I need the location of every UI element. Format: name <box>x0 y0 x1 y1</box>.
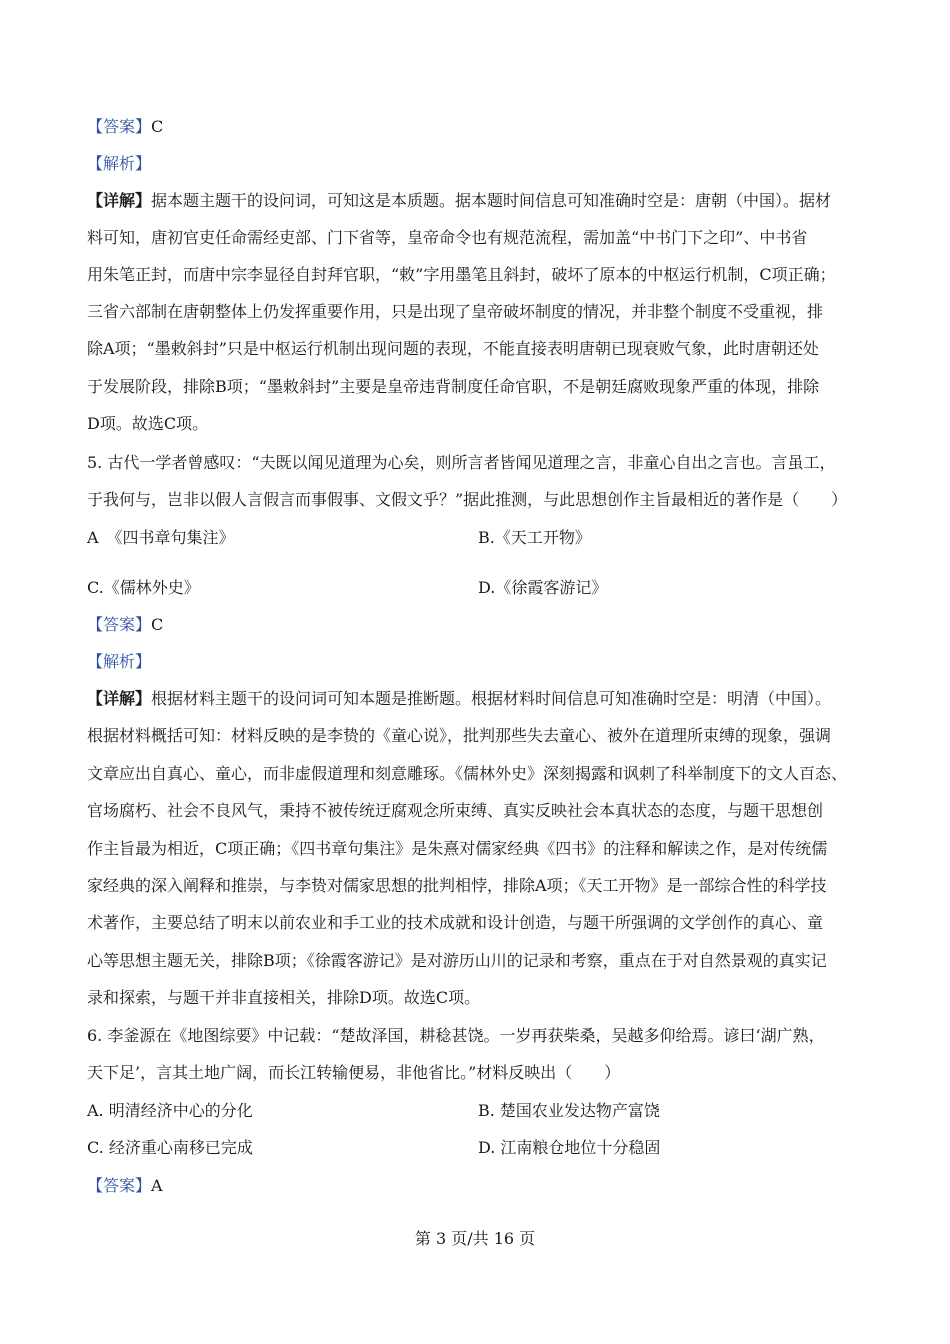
q4-analysis-tag: 【解析】 <box>87 154 152 173</box>
q6-stem-line: 天下足’，言其土地广阔，而长江转输便易，非他省比。”材料反映出（ ） <box>87 1063 621 1082</box>
answer-value: A <box>151 1176 163 1195</box>
q4-detail-line: 除A项；“墨敕斜封”只是中枢运行机制出现问题的表现，不能直接表明唐朝已现衰败气象，此时唐朝还处 <box>87 339 819 358</box>
q5-stem-line: 于我何与，岂非以假人言假言而事假事、文假文乎？”据此推测，与此思想创作主旨最相近的著作是（ ） <box>87 490 848 509</box>
q5-detail-line: 录和探索，与题干并非直接相关，排除D项。故选C项。 <box>87 988 481 1007</box>
q5-option-d: D.《徐霞客游记》 <box>478 578 608 597</box>
q4-detail-line: D项。故选C项。 <box>87 414 209 433</box>
q5-analysis-tag: 【解析】 <box>87 652 152 671</box>
detail-tag: 【详解】 <box>87 689 152 708</box>
q5-detail-line: 文章应出自真心、童心，而非虚假道理和刻意雕琢。《儒林外史》深刻揭露和讽刺了科举制度下的文人百态、 <box>87 764 848 783</box>
answer-tag: 【答案】 <box>87 1176 152 1195</box>
answer-tag: 【答案】 <box>87 117 152 136</box>
detail-tag: 【详解】 <box>87 191 152 210</box>
q5-option-a: A 《四书章句集注》 <box>87 528 235 547</box>
q4-detail-line: 【详解】据本题主题干的设问词，可知这是本质题。据本题时间信息可知准确时空是：唐朝（中国）。据材 <box>87 191 832 210</box>
q6-stem-line: 6. 李釜源在《地图综要》中记载：“楚故泽国，耕稔甚饶。一岁再获柴桑，吴越多仰给焉。谚曰‘湖广熟， <box>87 1026 825 1045</box>
q5-detail-line: 作主旨最为相近，C项正确；《四书章句集注》是朱熹对儒家经典《四书》的注释和解读之作，是对传统儒 <box>87 839 828 858</box>
q5-detail-line: 心等思想主题无关，排除B项；《徐霞客游记》是对游历山川的记录和考察，重点在于对自然景观的真实记 <box>87 951 827 970</box>
q4-detail-line: 用朱笔正封，而唐中宗李显径自封拜官职，“敕”字用墨笔且斜封，破坏了原本的中枢运行机制，C项正确； <box>87 265 836 284</box>
q4-detail-line: 三省六部制在唐朝整体上仍发挥重要作用，只是出现了皇帝破坏制度的情况，并非整个制度不受重视，排 <box>87 302 824 321</box>
q5-detail-line: 术著作，主要总结了明末以前农业和手工业的技术成就和设计创造，与题干所强调的文学创作的真心、童 <box>87 913 824 932</box>
answer-tag: 【答案】 <box>87 615 152 634</box>
q5-detail-line: 【详解】根据材料主题干的设问词可知本题是推断题。根据材料时间信息可知准确时空是：明清（中国）。 <box>87 689 832 708</box>
q5-detail-line: 根据材料概括可知：材料反映的是李贽的《童心说》，批判那些失去童心、被外在道理所束缚的现象，强调 <box>87 726 832 745</box>
q5-option-b: B.《天工开物》 <box>478 528 591 547</box>
q5-option-c: C.《儒林外史》 <box>87 578 200 597</box>
q5-detail-line: 官场腐朽、社会不良风气，秉持不被传统迂腐观念所束缚、真实反映社会本真状态的态度，与题干思想创 <box>87 801 824 820</box>
answer-value: C <box>151 117 164 136</box>
q6-answer <box>87 1175 163 1197</box>
q5-answer <box>87 614 163 636</box>
answer-value: C <box>151 615 164 634</box>
q4-detail-line: 于发展阶段，排除B项；“墨敕斜封”主要是皇帝违背制度任命官职，不是朝廷腐败现象严重的体现，排除 <box>87 377 820 396</box>
q6-option-a: A. 明清经济中心的分化 <box>87 1101 253 1120</box>
q5-detail-line: 家经典的深入阐释和推崇，与李贽对儒家思想的批判相悖，排除A项；《天工开物》是一部综合性的科学技 <box>87 876 827 895</box>
q6-option-c: C. 经济重心南移已完成 <box>87 1138 253 1157</box>
page-footer: 第 3 页/共 16 页 <box>414 1229 536 1248</box>
q6-option-b: B. 楚国农业发达物产富饶 <box>478 1101 660 1120</box>
q6-option-d: D. 江南粮仓地位十分稳固 <box>478 1138 661 1157</box>
q4-detail-line: 料可知，唐初官吏任命需经吏部、门下省等，皇帝命令也有规范流程，需加盖“中书门下之印”、中书省 <box>87 228 808 247</box>
q4-answer <box>87 116 163 138</box>
q5-stem-line: 5. 古代一学者曾感叹：“夫既以闻见道理为心矣，则所言者皆闻见道理之言，非童心自出之言也。言虽工， <box>87 453 836 472</box>
